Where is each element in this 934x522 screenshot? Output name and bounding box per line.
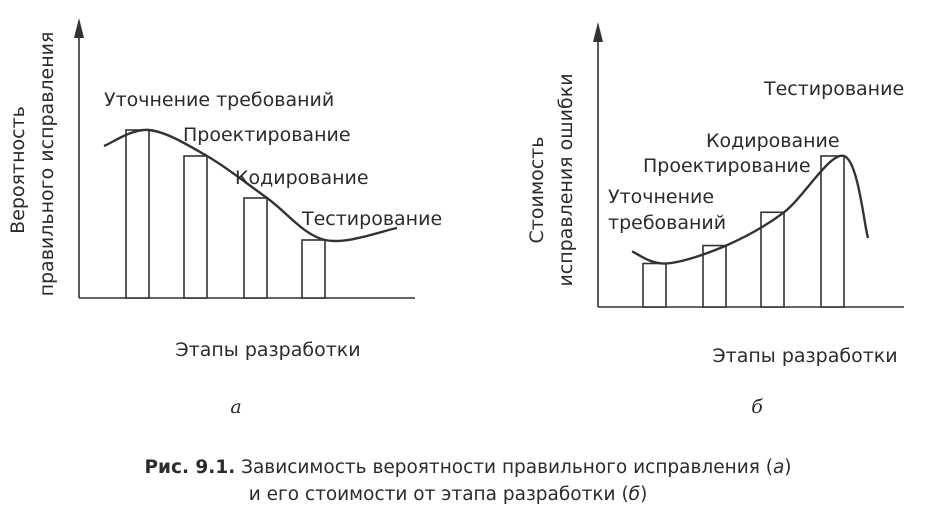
x-axis-label-b: Этапы разработки bbox=[712, 345, 898, 367]
bar-1 bbox=[643, 263, 666, 307]
y-axis-label-a-line1: Вероятность bbox=[7, 106, 29, 234]
stage-label-2 bbox=[183, 124, 351, 146]
bar-4 bbox=[302, 240, 325, 298]
x-axis-label-a: Этапы разработки bbox=[175, 339, 361, 361]
bars-a bbox=[126, 130, 325, 298]
category-labels-a bbox=[104, 89, 442, 230]
caption-line1-text: Зависимость вероятности правильного исправления ( bbox=[235, 457, 773, 478]
panel-letter-b: б bbox=[751, 396, 763, 418]
bar-1 bbox=[126, 130, 149, 298]
caption-line-1 bbox=[144, 457, 791, 478]
bar-2 bbox=[703, 246, 726, 307]
stage-label-line: Уточнение требований bbox=[104, 89, 335, 111]
panel-letter-a: а bbox=[230, 396, 242, 418]
stage-label-1 bbox=[104, 89, 334, 111]
caption-line2-end: ) bbox=[640, 484, 648, 505]
y-axis-label-b-line2: исправления ошибки bbox=[555, 73, 577, 287]
caption-line2-letter: б bbox=[628, 484, 641, 505]
y-axis-label-a-line2: правильного исправления bbox=[36, 31, 58, 297]
stage-label-line: Кодирование bbox=[235, 167, 369, 189]
stage-label-line: требований bbox=[608, 212, 727, 234]
chart-panel-a bbox=[7, 18, 442, 418]
stage-label-1 bbox=[608, 186, 726, 234]
caption-prefix: Рис. 9.1. bbox=[144, 457, 236, 478]
caption-line2-text: и его стоимости от этапа разработки ( bbox=[248, 484, 629, 505]
caption-line-2 bbox=[249, 484, 648, 505]
chart-panel-b bbox=[526, 22, 904, 418]
stage-label-4 bbox=[301, 208, 442, 230]
stage-label-3 bbox=[235, 167, 369, 189]
bar-3 bbox=[244, 198, 267, 298]
stage-label-line: Уточнение bbox=[608, 186, 715, 208]
figure-caption bbox=[144, 457, 791, 505]
y-axis-arrow-b bbox=[593, 22, 603, 42]
stage-label-line: Проектирование bbox=[643, 155, 811, 177]
caption-line1-letter: а bbox=[772, 457, 785, 478]
stage-label-line: Кодирование bbox=[706, 130, 840, 152]
y-axis-label-b-line1: Стоимость bbox=[526, 136, 548, 244]
stage-label-line: Проектирование bbox=[183, 124, 351, 146]
bar-4 bbox=[821, 156, 844, 307]
stage-label-4 bbox=[763, 78, 904, 100]
y-axis-arrow-a bbox=[74, 18, 84, 38]
stage-label-line: Тестирование bbox=[764, 78, 905, 100]
bar-2 bbox=[184, 156, 207, 298]
stage-label-3 bbox=[706, 130, 840, 152]
caption-line1-end: ) bbox=[784, 457, 792, 478]
category-labels-b bbox=[608, 78, 904, 234]
stage-label-2 bbox=[643, 155, 811, 177]
stage-label-line: Тестирование bbox=[302, 208, 443, 230]
